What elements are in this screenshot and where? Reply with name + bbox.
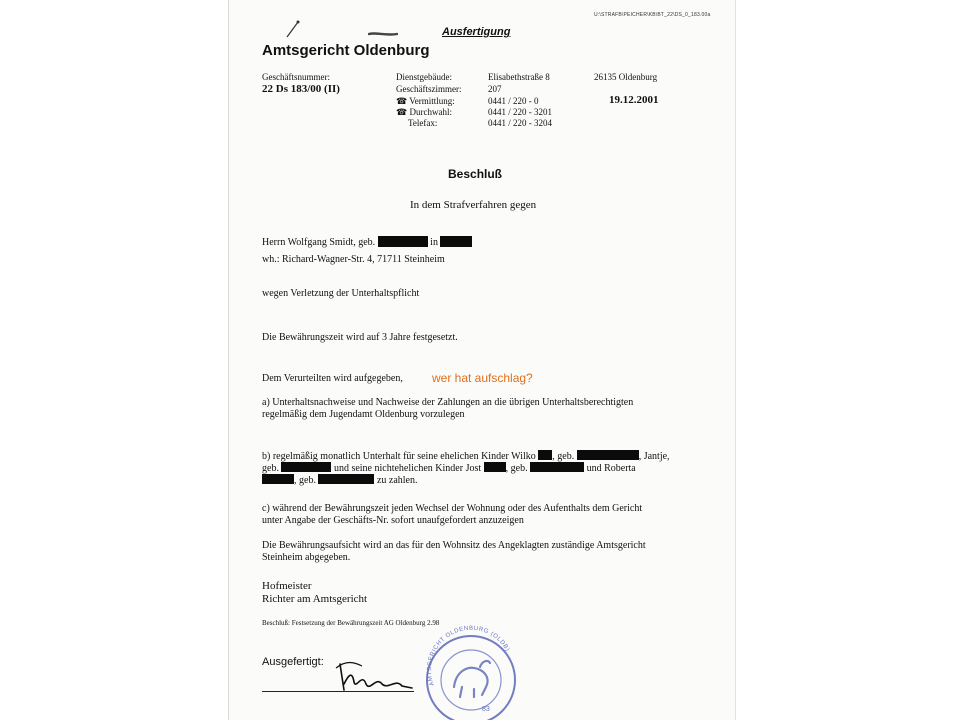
svg-text:AMTSGERICHT OLDENBURG (OLDB) [427,626,510,687]
stamp-number: 83 [482,706,490,713]
item-b-text: , geb. [294,475,316,486]
item-b-line2 [262,462,636,474]
document-code: U:\STRAFB\PEICHER\KB\BT_22\DS_0_183.00a [594,12,711,18]
court-seal-icon [416,625,526,720]
redaction-birthplace [440,236,472,247]
residence: wh.: Richard-Wagner-Str. 4, 71711 Steinheim [262,254,445,265]
item-b-text: zu zahlen. [376,475,418,486]
case-number: 22 Ds 183/00 (II) [262,83,340,95]
item-b-text: , geb. [505,463,528,474]
charge: wegen Verletzung der Unterhaltspflicht [262,288,420,299]
supervision-line1: Die Bewährungsaufsicht wird an das für den Wohnsitz des Angeklagten zuständige Amtsgericht [262,540,646,551]
copy-mark: Ausfertigung [442,26,511,38]
item-c-line2: unter Angabe der Geschäfts-Nr. sofort unaufgefordert anzuzeigen [262,515,524,526]
defendant-prefix: Herrn Wolfgang Smidt, geb. [262,237,376,248]
building-value: Elisabethstraße 8 [488,72,550,82]
document-date: 19.12.2001 [609,94,659,106]
case-number-label: Geschäftsnummer: [262,72,330,82]
document-page [228,0,736,720]
instruction: Dem Verurteilten wird aufgegeben, [262,373,403,384]
certified-label: Ausgefertigt: [262,656,324,668]
item-a-line2: regelmäßig dem Jugendamt Oldenburg vorzulegen [262,409,465,420]
stamp-text: AMTSGERICHT OLDENBURG (OLDB) [426,625,511,687]
room-label: Geschäftszimmer: [396,84,462,94]
direct-value: 0441 / 220 - 3201 [488,107,552,117]
pen-stroke-icon [368,30,398,38]
building-label: Dienstgebäude: [396,72,452,82]
pen-mark-icon [286,20,300,38]
redaction-surname [484,462,506,472]
direct-label: ☎ Durchwahl: [396,107,452,117]
room-value: 207 [488,84,502,94]
item-a-line1: a) Unterhaltsnachweise und Nachweise der Zahlungen an die übrigen Unterhaltsberechtigten [262,397,634,408]
defendant-in: in [430,237,438,248]
judge-title: Richter am Amtsgericht [262,593,368,605]
supervision-line2: Steinheim abgegeben. [262,552,351,563]
item-c-line1: c) während der Bewährungszeit jeden Wechsel der Wohnung oder des Aufenthalts dem Gericht [262,503,643,514]
item-b-text: und Roberta [586,463,636,474]
redaction-birthdate [577,450,639,460]
decision-title: Beschluß [448,167,503,181]
signature-line [262,691,414,692]
item-b-text: und seine nichtehelichen Kinder Jost [333,463,482,474]
handwritten-note: wer hat aufschlag? [432,371,533,385]
switchboard-label: ☎ Vermittlung: [396,96,455,106]
redaction-birthdate [281,462,331,472]
item-b-text: geb. [262,463,279,474]
item-b-line3 [262,474,418,486]
fax-value: 0441 / 220 - 3204 [488,118,552,128]
redaction-birthdate [530,462,584,472]
defendant-line [262,236,472,248]
redaction-birthdate [378,236,428,247]
probation-period: Die Bewährungszeit wird auf 3 Jahre festgesetzt. [262,332,458,343]
city: 26135 Oldenburg [594,72,658,82]
court-name: Amtsgericht Oldenburg [262,42,430,59]
judge-name: Hofmeister [262,580,312,592]
switchboard-value: 0441 / 220 - 0 [488,96,539,106]
proceedings-subtitle: In dem Strafverfahren gegen [410,199,537,211]
item-b-line1 [262,450,670,462]
item-b-text: , Jantje, [638,451,670,462]
redaction-birthdate [318,474,374,484]
form-reference: Beschluß: Festsetzung der Bewährungszeit AG Oldenburg 2.98 [262,619,440,627]
item-b-text: , geb. [552,451,575,462]
item-b-text: b) regelmäßig monatlich Unterhalt für seine ehelichen Kinder Wilko [262,451,536,462]
redaction-surname [538,450,552,460]
signature-icon [332,654,416,694]
fax-label: Telefax: [408,118,438,128]
redaction-surname [262,474,294,484]
